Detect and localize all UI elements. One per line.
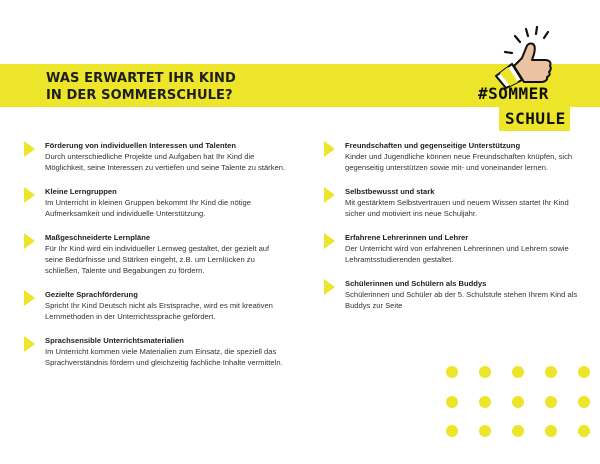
item-title: Gezielte Sprachförderung (45, 290, 138, 299)
logo-text-schule: SCHULE (499, 107, 570, 131)
arrow-bullet-icon (324, 279, 335, 295)
item-title: Freundschaften und gegenseitige Unterstützung (345, 141, 521, 150)
sommerschule-logo (478, 10, 598, 135)
item-text: Der Unterricht wird von erfahrenen Lehrerinnen und Lehrern sowie Lehramtsstudierenden gestaltet. (345, 244, 569, 264)
dot-icon (578, 396, 590, 408)
item-title: Kleine Lerngruppen (45, 187, 117, 196)
arrow-bullet-icon (24, 141, 35, 157)
item-title: Sprachsensible Unterrichtsmaterialien (45, 336, 184, 345)
item-text: Im Unterricht kommen viele Materialien zum Einsatz, die speziell das Sprachverständnis fördern und gleichzeitig fachliche Inhalte vermitteln. (45, 347, 283, 367)
dot-icon (446, 425, 458, 437)
dot-icon (545, 366, 557, 378)
item-text: Für Ihr Kind wird ein individueller Lernweg gestaltet, der gezielt auf seine Bedürfnisse und Stärken eingeht, z.B. um Lernlücken zu schließen, Talente und Begabungen zu fördern. (45, 244, 270, 275)
list-item (24, 335, 286, 368)
arrow-bullet-icon (24, 233, 35, 249)
dot-icon (446, 396, 458, 408)
item-title: Selbstbewusst und stark (345, 187, 435, 196)
arrow-bullet-icon (24, 187, 35, 203)
dot-icon (578, 425, 590, 437)
dot-icon (479, 396, 491, 408)
title-line-1: WAS ERWARTET IHR KIND (46, 71, 236, 86)
item-text: Schülerinnen und Schüler ab der 5. Schulstufe stehen Ihrem Kind als Buddys zur Seite (345, 290, 578, 310)
arrow-bullet-icon (324, 233, 335, 249)
left-column (24, 140, 286, 381)
item-title: Förderung von individuellen Interessen und Talenten (45, 141, 236, 150)
list-item (24, 232, 286, 276)
logo-text-sommer: #SOMMER (478, 84, 549, 103)
list-item (324, 232, 586, 265)
list-item (24, 140, 286, 173)
item-title: Erfahrene Lehrerinnen und Lehrer (345, 233, 469, 242)
dot-icon (545, 396, 557, 408)
dot-icon (578, 366, 590, 378)
dot-icon (479, 366, 491, 378)
item-text: Durch unterschiedliche Projekte und Aufgaben hat Ihr Kind die Möglichkeit, seine Interessen zu vertiefen und seine Talente zu stärken. (45, 152, 286, 172)
arrow-bullet-icon (24, 290, 35, 306)
item-title: Maßgeschneiderte Lernpläne (45, 233, 151, 242)
dot-icon (446, 366, 458, 378)
list-item (324, 278, 586, 311)
dot-icon (512, 396, 524, 408)
arrow-bullet-icon (24, 336, 35, 352)
arrow-bullet-icon (324, 141, 335, 157)
right-column (324, 140, 586, 324)
list-item (24, 186, 286, 219)
list-item (324, 186, 586, 219)
page-title (46, 70, 236, 104)
dot-icon (512, 425, 524, 437)
list-item (24, 289, 286, 322)
list-item (324, 140, 586, 173)
item-text: Kinder und Jugendliche können neue Freundschaften knüpfen, sich gegenseitig unterstützen sowie mit- und voneinander lernen. (345, 152, 573, 172)
dot-icon (545, 425, 557, 437)
decorative-dot-grid (446, 366, 590, 437)
title-line-2: IN DER SOMMERSCHULE? (46, 88, 233, 103)
dot-icon (512, 366, 524, 378)
arrow-bullet-icon (324, 187, 335, 203)
thumbs-up-icon (478, 10, 598, 90)
item-text: Spricht Ihr Kind Deutsch nicht als Erstsprache, wird es mit kreativen Lernmethoden in der Unterrichtssprache gefördert. (45, 301, 273, 321)
dot-icon (479, 425, 491, 437)
item-text: Im Unterricht in kleinen Gruppen bekommt Ihr Kind die nötige Aufmerksamkeit und individuelle Unterstützung. (45, 198, 251, 218)
item-title: Schülerinnen und Schülern als Buddys (345, 279, 487, 288)
item-text: Mit gestärktem Selbstvertrauen und neuem Wissen startet Ihr Kind sicher und motiviert ins neue Schuljahr. (345, 198, 569, 218)
